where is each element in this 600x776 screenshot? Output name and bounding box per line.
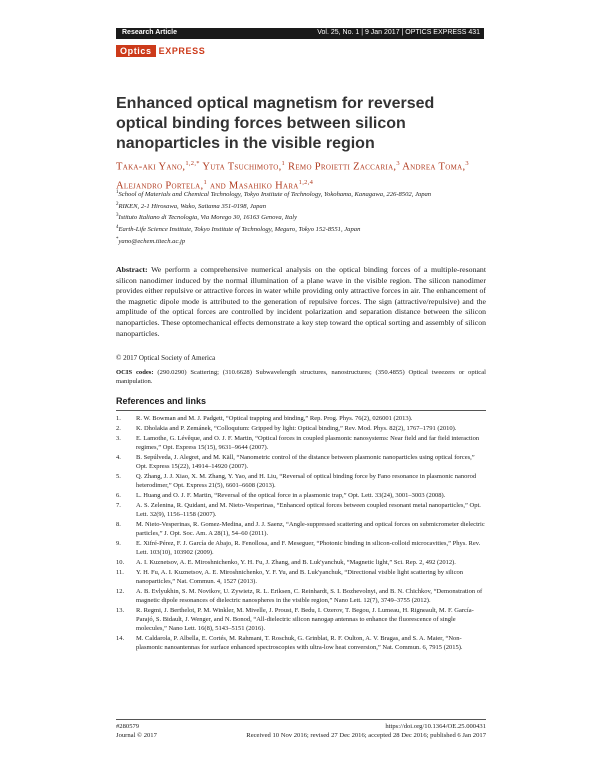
author-affil-sup: 1 xyxy=(281,160,286,167)
reference-text: A. B. Evlyukhin, S. M. Novikov, U. Zywietz, R. L. Eriksen, C. Reinhardt, S. I. Bozhevolnyi, and B. N. Chichkov, “Demonstration of magnetic dipole resonances of dielectric nanospheres in the visible region,” Nano Lett. 12(7), 3749–3755 (2012). xyxy=(136,588,483,605)
reference-item xyxy=(116,521,486,539)
ocis-codes xyxy=(116,368,486,386)
author-affil-sup: 3 xyxy=(396,160,400,167)
journal-logo xyxy=(116,45,205,57)
reference-item xyxy=(116,492,486,501)
reference-text: B. Sepúlveda, J. Alegret, and M. Käll, “Nanometric control of the distance between plasmonic nanoparticles using optical forces,” Opt. Express 15(22), 14914–14920 (2007). xyxy=(136,454,475,471)
affiliation-list xyxy=(116,188,486,246)
reference-text: M. Nieto-Vesperinas, R. Gomez-Medina, and J. J. Saenz, “Angle-suppressed scattering and optical forces on submicrometer dielectric particles,” J. Opt. Soc. Am. A 28(1), 54–60 (2011). xyxy=(136,521,485,538)
reference-item xyxy=(116,473,486,491)
affiliation-sup: * xyxy=(116,236,119,242)
reference-text: R. W. Bowman and M. J. Padgett, “Optical trapping and binding,” Rep. Prog. Phys. 76(2), 026001 (2013). xyxy=(136,415,413,422)
reference-text: E. Xifré-Pérez, F. J. García de Abajo, R. Fenollosa, and F. Meseguer, “Photonic binding in silicon-colloid microcavities,” Phys. Rev. Lett. 103(10), 103902 (2009). xyxy=(136,540,481,557)
reference-item xyxy=(116,607,486,634)
corresponding-email[interactable] xyxy=(116,235,486,247)
header-bar xyxy=(116,28,484,39)
paper-title: Enhanced optical magnetism for reversed optical binding forces between silicon nanoparticles in the visible region xyxy=(116,95,435,152)
reference-text: A. I. Kuznetsov, A. E. Miroshnichenko, Y. H. Fu, J. Zhang, and B. Luk'yanchuk, “Magnetic light,” Sci. Rep. 2, 492 (2012). xyxy=(136,559,456,567)
reference-number: 13. xyxy=(116,607,125,615)
reference-number: 14. xyxy=(116,635,125,643)
affiliation-sup: 1 xyxy=(116,190,119,195)
affiliation-text: Istituto Italiano di Tecnologia, Via Morego 30, 16163 Genova, Italy xyxy=(118,214,298,222)
author-affil-sup: 1,2,* xyxy=(185,160,200,167)
references-heading: References and links xyxy=(116,396,207,406)
author-affil-sup: 1,2,4 xyxy=(298,178,314,186)
abstract-label: Abstract: xyxy=(116,265,148,274)
reference-text: K. Dholakia and P. Zemánek, “Colloquium: Gripped by light: Optical binding,” Rev. Mod. Phys. 82(2), 1767–1791 (2010). xyxy=(136,425,457,433)
journal-logo-optics: Optics xyxy=(116,45,156,57)
affiliation-sup: 2 xyxy=(116,201,119,207)
affiliation-text: Earth-Life Science Institute, Tokyo Institute of Technology, Meguro, Tokyo 152-8551, Japan xyxy=(118,226,361,234)
reference-item xyxy=(116,425,486,434)
reference-number: 3. xyxy=(116,435,121,443)
affiliation xyxy=(116,188,486,200)
article-number: #280579 xyxy=(116,723,140,730)
affiliation-text: School of Materials and Chemical Technology, Tokyo Institute of Technology, Yokohama, Kanagawa, 226-8502, Japan xyxy=(118,191,432,199)
affiliation-sup: 4 xyxy=(116,225,119,231)
reference-item xyxy=(116,540,486,558)
reference-number: 2. xyxy=(116,425,121,433)
volume-info: Vol. 25, No. 1 | 9 Jan 2017 | OPTICS EXPRESS 431 xyxy=(317,29,480,36)
reference-text: L. Huang and O. J. F. Martin, “Reversal of the optical force in a plasmonic trap,” Opt. Lett. 33(24), 3001–3003 (2008). xyxy=(136,492,446,500)
reference-item xyxy=(116,435,486,453)
reference-number: 11. xyxy=(116,569,124,577)
reference-number: 1. xyxy=(116,415,121,422)
journal-logo-express: EXPRESS xyxy=(158,46,206,56)
ocis-text: (290.0290) Scattering; (310.6628) Subwavelength structures, nanostructures; (350.4855) Optical tweezers or optical manipulation. xyxy=(116,369,486,385)
copyright-line: © 2017 Optical Society of America xyxy=(116,354,216,362)
reference-item xyxy=(116,635,486,653)
reference-text: M. Caldarola, P. Albella, E. Cortés, M. Rahmani, T. Roschuk, G. Grinblat, R. F. Oulton, A. V. Bragas, and S. A. Maier, “Non-plasmonic nanoantennas for surface enhanced spectroscopies with ultra-low heat conversion,” Nat. Commun. 6, 7915 (2015). xyxy=(136,635,463,652)
reference-text: E. Lamothe, G. Lévêque, and O. J. F. Martin, “Optical forces in coupled plasmonic nanosystems: Near field and far field interaction regimes,” Opt. Express 15(15), 9631–9644 (2007). xyxy=(136,435,480,452)
reference-text: A. S. Zelenina, R. Quidant, and M. Nieto-Vesperinas, “Enhanced optical forces between coupled resonant metal nanoparticles,” Opt. Lett. 32(9), 1156–1158 (2007). xyxy=(136,502,481,519)
author-name: Taka-aki Yano, xyxy=(116,161,186,173)
ocis-label: OCIS codes: xyxy=(116,369,154,376)
reference-text: Y. H. Fu, A. I. Kuznetsov, A. E. Miroshnichenko, Y. F. Yu, and B. Luk'yanchuk, “Directional visible light scattering by silicon nanoparticles,” Nat. Commun. 4, 1527 (2013). xyxy=(136,569,463,586)
reference-number: 5. xyxy=(116,473,121,481)
reference-item xyxy=(116,454,486,472)
affiliation-text: RIKEN, 2-1 Hirosawa, Wako, Saitama 351-0198, Japan xyxy=(118,202,266,210)
reference-item xyxy=(116,588,486,606)
author-affil-sup: 3 xyxy=(465,160,469,167)
reference-item xyxy=(116,415,486,424)
reference-item xyxy=(116,559,486,568)
email-link[interactable]: yano@echem.titech.ac.jp xyxy=(118,237,186,245)
affiliation xyxy=(116,200,486,212)
doi-link[interactable]: https://doi.org/10.1364/OE.25.000431 xyxy=(385,723,486,730)
reference-item xyxy=(116,569,486,587)
abstract xyxy=(116,265,486,339)
reference-number: 8. xyxy=(116,521,121,529)
reference-text: Q. Zhang, J. J. Xiao, X. M. Zhang, Y. Yao, and H. Liu, “Reversal of optical binding force by Fano resonance in plasmonic nanorod heterodimer,” Opt. Express 21(5), 6601–6608 (2013). xyxy=(136,473,477,490)
abstract-text: We perform a comprehensive numerical analysis on the optical binding forces of a multiple-resonant silicon nanodimer induced by the normal illumination of a plane wave in the visible region. The silicon nanodimer provides either repulsive or attractive forces in water while providing only attractive forces in air. The enhancement of the magnetic dipole mode is attributed to the generation of repulsive forces. The sign (attractive/repulsive) and the amplitude of the optical forces are controlled by incident polarization and separation distance between the silicon nanoparticles. These optomechanical effects demonstrate a key step toward the optical sorting and assembly of silicon nanoparticles. xyxy=(116,265,486,338)
author-name: and Masahiko Hara xyxy=(209,180,299,191)
publication-dates: Received 10 Nov 2016; revised 27 Dec 2016; accepted 28 Dec 2016; published 6 Jan 2017 xyxy=(246,732,486,739)
reference-number: 6. xyxy=(116,492,121,500)
divider xyxy=(116,719,486,720)
reference-number: 10. xyxy=(116,559,125,567)
divider xyxy=(116,410,486,411)
author-name: Yuta Tsuchimoto, xyxy=(202,161,282,173)
affiliation-sup: 3 xyxy=(116,213,119,219)
reference-item xyxy=(116,502,486,520)
author-affil-sup: 1 xyxy=(203,178,207,186)
reference-number: 9. xyxy=(116,540,121,548)
article-type-label: Research Article xyxy=(122,29,177,36)
affiliation xyxy=(116,223,486,235)
affiliation xyxy=(116,211,486,223)
journal-copyright: Journal © 2017 xyxy=(116,732,157,739)
reference-number: 12. xyxy=(116,588,125,596)
author-name: Alejandro Portela, xyxy=(116,180,204,191)
reference-text: R. Regmi, J. Berthelot, P. M. Winkler, M. Mivelle, J. Proust, F. Bedu, I. Ozerov, T. Begou, J. Lumeau, H. Rigneault, M. F. García-Parajó, S. Bidault, J. Wenger, and N. Bonod, “All-dielectric silicon nanogap antennas to enhance the fluorescence of single molecules,” Nano Lett. 16(8), 5143–5151 (2016). xyxy=(136,607,474,633)
reference-number: 4. xyxy=(116,454,121,462)
reference-list xyxy=(116,415,486,654)
author-name: Andrea Toma, xyxy=(402,161,466,173)
reference-number: 7. xyxy=(116,502,121,510)
author-name: Remo Proietti Zaccaria, xyxy=(288,161,397,173)
